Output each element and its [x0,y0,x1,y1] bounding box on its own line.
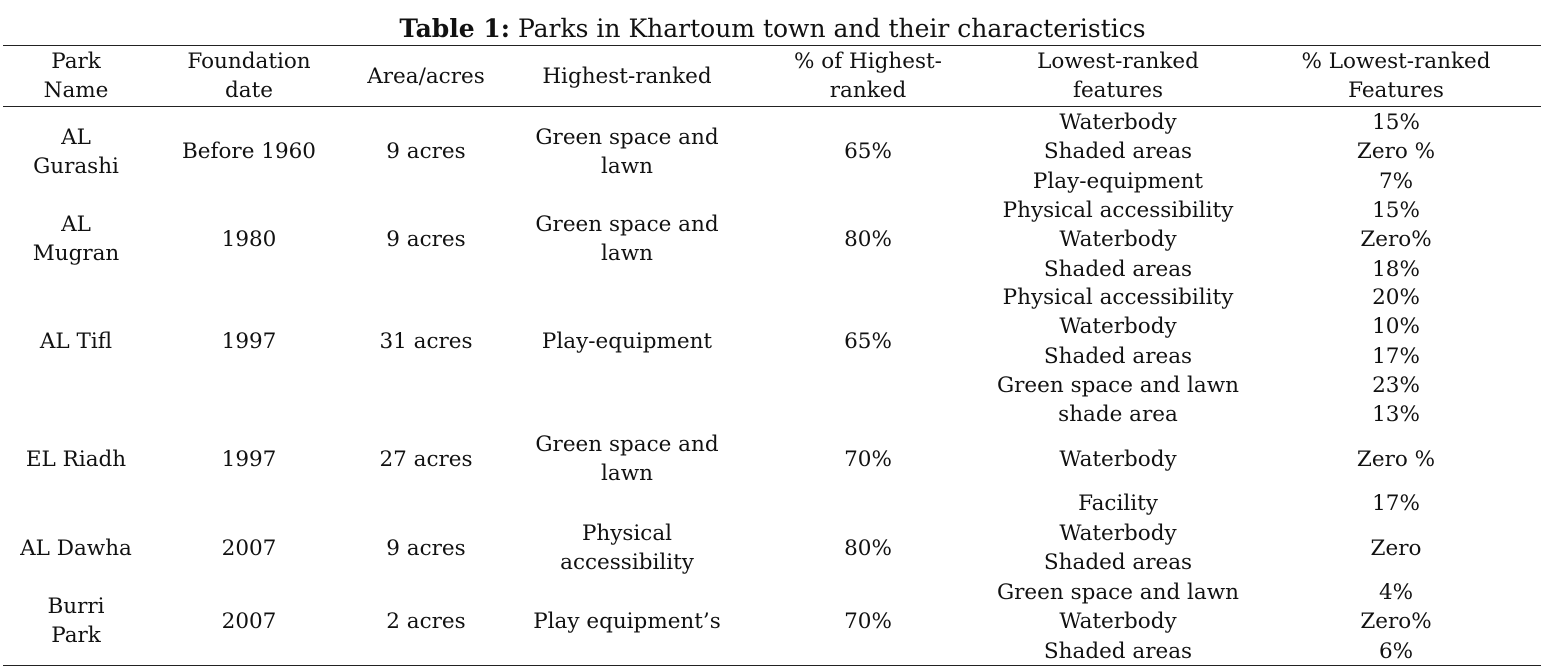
header-area: Area/acres [367,64,485,89]
table-row-area: 9 acres [386,536,466,561]
header-pct-highest-line: ranked [829,78,907,104]
table-row-founded: 1997 [221,329,277,354]
table-row-pct-lowest: Zero % [1356,447,1436,472]
header-pct-highest-line: % of Highest- [794,49,942,74]
table-row-park-name: EL Riadh [25,447,127,472]
header-park-name [6,47,146,106]
table-row-highest: Green space and lawn [535,125,719,180]
table-row-pct-highest: 65% [844,139,892,164]
header-pct-lowest-line: % Lowest-ranked [1301,49,1491,74]
table-row-lowest: Waterbody Shaded areas Play-equipment [1032,110,1204,194]
header-lowest-ranked-line: features [1072,78,1164,104]
table-row-pct-lowest: 17% [1372,491,1420,516]
table-row-founded: 2007 [221,536,277,561]
header-foundation-date-line: Foundation [187,49,311,74]
table-row-area: 31 acres [379,329,473,354]
table-row-pct-lowest: 15% Zero% 18% [1360,198,1432,282]
header-highest-ranked: Highest-ranked [542,64,712,89]
table-row-highest: Play equipment’s [533,609,721,634]
table-row-park-name: AL Tifl [39,329,113,354]
table-row-pct-highest: 80% [844,227,892,252]
table-row-founded: 2007 [221,609,277,634]
table-row-pct-lowest: 13% [1372,402,1420,427]
table-row-lowest: Waterbody [1059,447,1177,472]
table-row-park-name: AL Mugran [32,212,120,267]
table-caption-text: Parks in Khartoum town and their characteristics [517,14,1146,43]
table-row-pct-highest: 70% [844,609,892,634]
table-caption [0,14,1545,44]
header-pct-lowest [1256,47,1536,106]
table-row-pct-highest: 70% [844,447,892,472]
table-row-pct-lowest: 15% Zero % 7% [1356,110,1436,194]
table-row-pct-lowest: 20% 10% 17% 23% [1372,285,1420,398]
header-pct-lowest-line: Features [1348,78,1444,104]
header-foundation-date [160,47,338,106]
table-row-pct-highest: 65% [844,329,892,354]
table-top-rule [3,45,1541,46]
table-row-park-name: Burri Park [47,594,105,649]
header-pct-highest [756,47,980,106]
table-header-rule [3,106,1541,107]
table-caption-label: Table 1: [399,14,510,43]
table-row-area: 2 acres [386,609,466,634]
table-row-lowest: Waterbody Shaded areas [1043,521,1193,576]
header-park-name-line: Park [51,49,101,74]
table-row-area: 27 acres [379,447,473,472]
table-row-park-name: AL Dawha [20,536,132,561]
header-lowest-ranked-line: Lowest-ranked [1037,49,1199,74]
header-lowest-ranked [982,47,1254,106]
table-row-highest: Green space and lawn [535,212,719,267]
table-row-founded: 1997 [221,447,277,472]
header-foundation-date-line: date [225,78,273,104]
table-row-pct-lowest: Zero [1370,536,1422,561]
table-row-lowest: Physical accessibility Waterbody Shaded areas [1002,198,1234,282]
header-park-name-line: Name [43,78,109,104]
table-row-founded: 1980 [221,227,277,252]
table-row-lowest: Physical accessibility Waterbody Shaded areas Green space and lawn [996,285,1239,398]
table-row-founded: Before 1960 [182,139,316,164]
table-row-pct-highest: 80% [844,536,892,561]
table-row-lowest: Facility [1078,491,1158,516]
table-row-highest: Physical accessibility [560,521,694,576]
table-row-area: 9 acres [386,227,466,252]
table-row-highest: Play-equipment [541,329,713,354]
table-row-park-name: AL Gurashi [33,125,119,180]
table-row-pct-lowest: 4% Zero% 6% [1360,580,1432,664]
table-row-lowest: Green space and lawn Waterbody Shaded areas [996,580,1239,664]
table-row-highest: Green space and lawn [535,432,719,487]
table-row-lowest: shade area [1058,402,1178,427]
table-row-area: 9 acres [386,139,466,164]
